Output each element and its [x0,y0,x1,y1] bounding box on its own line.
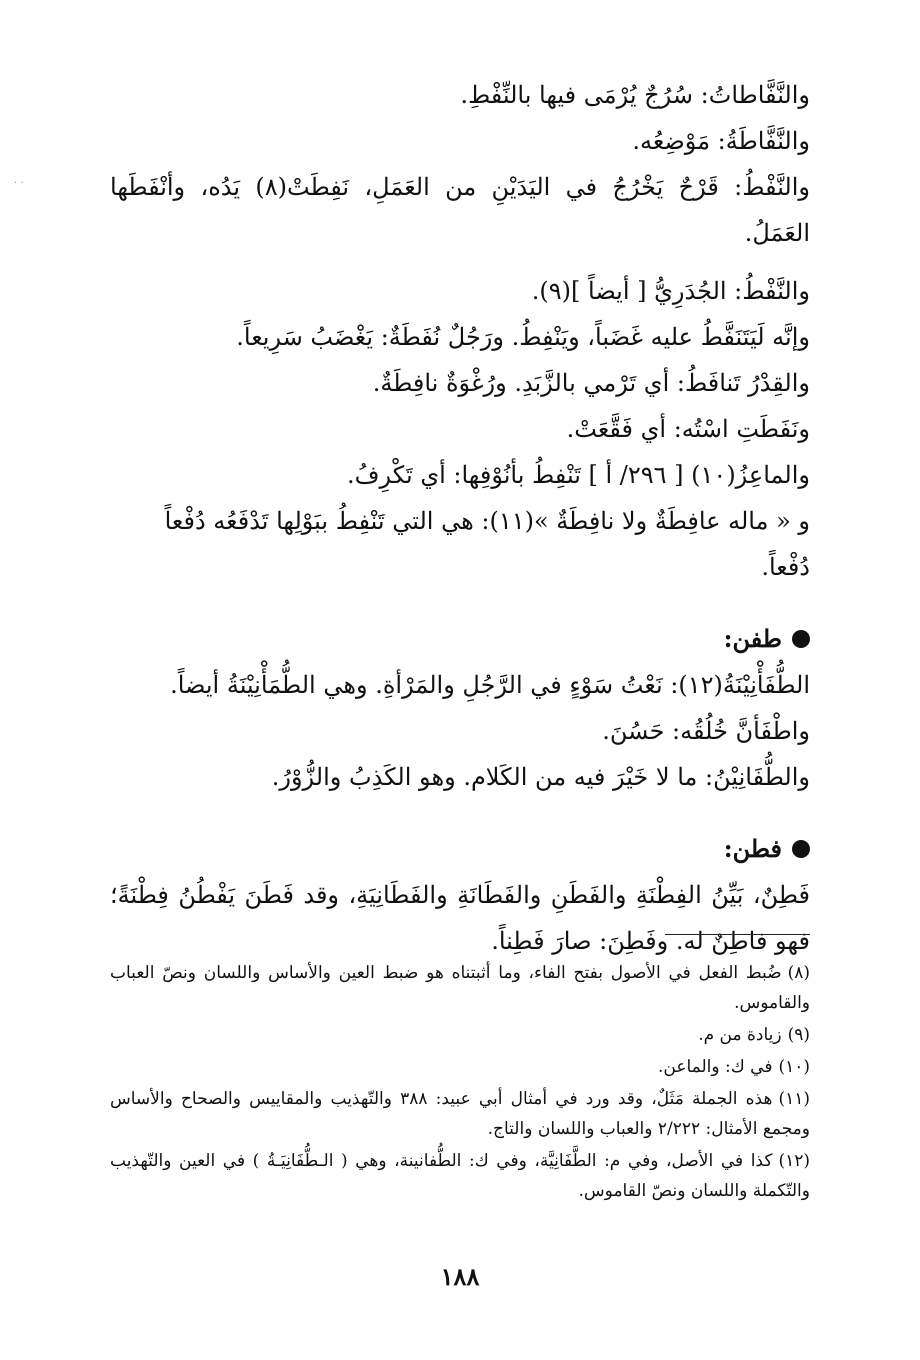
footnote-text: هذه الجملة مَثَلٌ، وقد ورد في أمثال أبي عبيد: ٣٨٨ والتّهذيب والمقاييس والصحاح والأساس ومجمع الأمثال: ٢/٢٢٢ والعباب واللسان والتاج. [110,1089,810,1139]
footnote-number: (١١) [778,1089,810,1109]
entry-line: والنَّفْطُ: قَرْحٌ يَخْرُجُ في اليَدَيْنِ من العَمَلِ، نَفِطَتْ(٨) يَدُه، وأنْفَطَها العَمَلُ. [110,173,811,247]
footnote [110,1084,810,1144]
root-heading-label: فطن: [723,834,782,863]
entry-line: والنَّفَّاطَةُ: مَوْضِعُه. [632,127,810,155]
footnote-divider [665,934,810,935]
root-heading-tfn [110,616,810,662]
footnote [110,958,810,1018]
footnote-number: (٨) [787,963,810,983]
footnote [110,1052,810,1082]
footnotes [110,958,810,1208]
entry-line: والقِدْرُ تَنافَطُ: أي تَرْمي بالزَّبَدِ. ورُغْوَةٌ نافِطَةٌ. [372,369,810,397]
spacer [110,800,810,826]
root-heading-ftn [110,826,810,872]
entry-line: فَطِنٌ، بَيِّنُ الفِطْنَةِ والفَطَنِ والفَطَانَةِ والفَطَانِيَةِ، وقد فَطَنَ يَفْطُنُ فِطْنَةً؛ فهو فاطِنٌ له. وفَطِنَ: صارَ فَطِناً. [110,881,810,955]
footnote [110,1020,810,1050]
entry-line: و « ماله عافِطَةٌ ولا نافِطَةٌ »(١١): هي التي تَنْفِطُ ببَوْلِها تَدْفَعُه دُفْعاً دُفْعاً. [164,507,810,581]
bullet-icon [792,630,810,648]
main-text [110,72,810,964]
footnote-text: زيادة من م. [698,1025,782,1045]
footnote-text: كذا في الأصل، وفي م: الطَّفَانِيَّة، وفي ك: الطُّفانينة، وهي ( الـطُّفَانِيَـةُ ) في العين والتّهذيب والتّكملة واللسان ونصّ القاموس. [110,1151,810,1201]
entry-line: ونَفَطَتِ اسْتُه: أي فَقَّعَتْ. [566,415,810,443]
entry-line: والطُّفَانِيْنُ: ما لا خَيْرَ فيه من الكَلام. وهو الكَذِبُ والزُّوْرُ. [271,763,810,791]
entry-line: والماعِزُ(١٠) [ ٢٩٦/ أ ] تَنْفِطُ بأنُوْفِها: أي تَكْرِفُ. [347,461,810,489]
footnote-number: (١٢) [778,1151,810,1171]
entry-line: والنَّفَّاطاتُ: سُرُجٌ يُرْمَى فيها بالنِّفْطِ. [460,81,810,109]
footnote [110,1146,810,1206]
page-number: ١٨٨ [440,1262,480,1291]
margin-mark: · · [14,178,24,189]
footnote-text: في ك: والماعن. [658,1057,773,1077]
footnote-text: ضُبط الفعل في الأصول بفتح الفاء، وما أثبتناه هو ضبط العين والأساس واللسان ونصّ العباب والقاموس. [110,963,810,1013]
bullet-icon [792,840,810,858]
entry-line: وإنَّه لَيَتَنَفَّطُ عليه غَضَباً، ويَنْفِطُ. ورَجُلٌ نُفَطَةٌ: يَغْضَبُ سَرِيعاً. [236,323,810,351]
footnote-number: (٩) [787,1025,810,1045]
root-heading-label: طفن: [723,624,782,653]
entry-line: والنَّفْطُ: الجُدَرِيُّ [ أيضاً ](٩). [531,277,810,305]
spacer [110,256,810,268]
spacer [110,590,810,616]
entry-line: واطْفَأنَّ خُلُقُه: حَسُنَ. [602,717,810,745]
entry-line: الطُّفَأْنِيْنَةُ(١٢): نَعْتُ سَوْءٍ في الرَّجُلِ والمَرْأةِ. وهي الطُّمَأْنِيْنَةُ أيضاً. [170,671,810,699]
footnote-number: (١٠) [778,1057,810,1077]
